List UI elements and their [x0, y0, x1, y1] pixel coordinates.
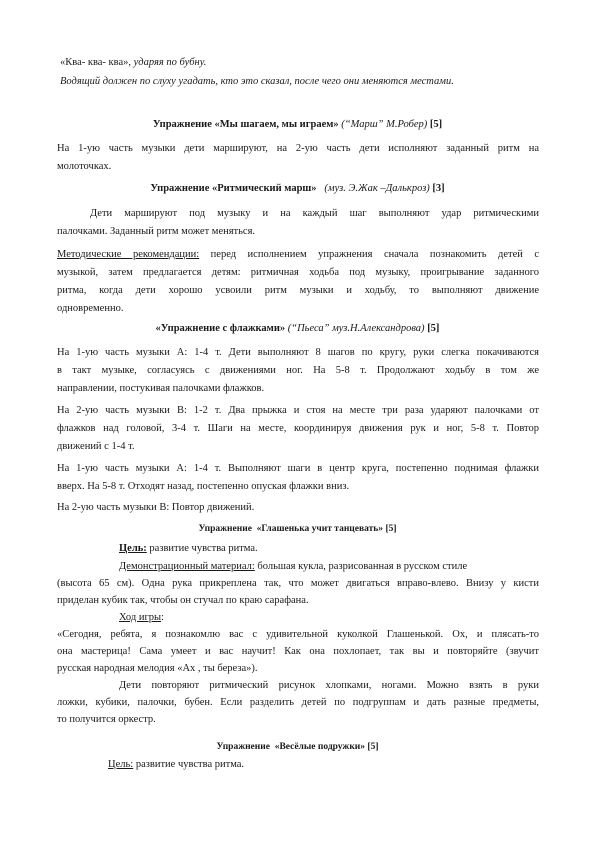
method-label: Методические рекомендации:	[57, 249, 200, 260]
exercise-2-text-line: палочками. Заданный ритм может меняться.	[57, 226, 256, 237]
goal-label: Цель:	[119, 543, 147, 554]
exercise-5-goal: Цель: развитие чувства ритма.	[108, 759, 245, 770]
exercise-3-title: «Упражнение с флажками»	[155, 323, 286, 334]
exercise-2-method-line: музыкой, затем предлагается детям: ритмичная ходьба под музыку, проигрывание заданного	[57, 267, 539, 278]
game-label: Ход игры	[119, 612, 162, 623]
exercise-4-prefix: Упражнение	[198, 524, 252, 534]
exercise-3-text-line: На 1-ую часть музыки А: 1-4 т. Дети выполняют 8 шагов по кругу, руки слегка покачиваются	[57, 347, 539, 358]
exercise-1-heading	[0, 118, 595, 131]
exercise-4-ref: [5]	[385, 524, 397, 534]
exercise-4-material-line: приделан кубик так, чтобы он стучал по краю сарафана.	[57, 595, 309, 606]
intro-line-1	[60, 56, 206, 69]
exercise-4-game-line: «Сегодня, ребята, я познакомлю вас с удивительной куколкой Глашенькой. Ох, и плясать-то	[57, 629, 539, 640]
exercise-1-ref: [5]	[429, 119, 443, 130]
exercise-1-text-line: молоточках.	[57, 161, 112, 172]
exercise-2-music: (муз. Э.Жак –Далькроз)	[324, 183, 430, 194]
exercise-4-material-line: Демонстрационный материал: большая кукла, разрисованная в русском стиле	[119, 561, 468, 572]
exercise-3-text-line: На 2-ую часть музыки В: Повтор движений.	[57, 502, 255, 513]
exercise-2-method-line: ритма, когда дети хорошо усвоили ритм музыки и ходьбу, то выполняют движение	[57, 285, 539, 296]
intro-remark: ударяя по бубну.	[133, 57, 207, 68]
goal-label: Цель:	[108, 759, 134, 770]
exercise-3-text-line: движений с 1-4 т.	[57, 441, 135, 452]
exercise-3-ref: [5]	[427, 323, 440, 334]
exercise-4-title: «Глашенька учит танцевать»	[256, 524, 384, 534]
exercise-2-text-line: Дети маршируют под музыку и на каждый шаг выполняют удар ритмическими	[90, 208, 539, 219]
exercise-2-method-line: одновременно.	[57, 303, 124, 314]
intro-line-2: Водящий должен по слуху угадать, кто это сказал, после чего они меняются местами.	[60, 76, 454, 87]
exercise-4-game-label: Ход игры:	[119, 612, 164, 623]
exercise-4-material-line: (высота 65 см). Одна рука прикреплена так, что может двигаться вправо-влево. Внизу у кисти	[57, 578, 539, 589]
exercise-4-kids-line: Дети повторяют ритмический рисунок хлопками, ногами. Можно взять в руки	[119, 680, 539, 691]
exercise-3-text-line: вверх. На 5-8 т. Отходят назад, постепенно опуская флажки вниз.	[57, 481, 350, 492]
intro-quote: «Ква- ква- ква»,	[60, 57, 134, 68]
exercise-2-method-line: Методические рекомендации: перед исполнением упражнения сначала познакомить детей с	[57, 249, 539, 260]
exercise-3-text-line: в такт музыке, согласуясь с движениями ног. На 5-8 т. Продолжают ходьбу в том же	[57, 365, 539, 376]
exercise-4-heading	[0, 523, 595, 536]
exercise-2-heading	[0, 182, 595, 195]
exercise-3-text-line: направлении, постукивая палочками флажков.	[57, 383, 265, 394]
exercise-4-kids-line: ложки, кубики, палочки, бубен. Если разделить детей по подгруппам и дать разные предметы,	[57, 697, 539, 708]
exercise-2-ref: [3]	[432, 183, 445, 194]
exercise-3-text-line: На 2-ую часть музыки В: 1-2 т. Два прыжка и стоя на месте три раза ударяют палочками от	[57, 405, 539, 416]
exercise-2-title: Упражнение «Ритмический марш»	[150, 183, 317, 194]
exercise-4-kids-line: то получится оркестр.	[57, 714, 156, 725]
exercise-5-heading	[0, 741, 595, 754]
material-label: Демонстрационный материал:	[119, 561, 255, 572]
exercise-1-title: Упражнение «Мы шагаем, мы играем»	[152, 119, 339, 130]
exercise-1-music: (“Марш” М.Робер)	[341, 119, 428, 130]
exercise-4-goal: Цель: развитие чувства ритма.	[119, 543, 258, 554]
exercise-4-game-line: русская народная мелодия «Ах , ты береза»).	[57, 663, 258, 674]
exercise-1-text-line: На 1-ую часть музыки дети маршируют, на 2-ую часть дети исполняют заданный ритм на	[57, 143, 539, 154]
exercise-5-ref: [5]	[367, 742, 379, 752]
exercise-5-title: «Весёлые подружки»	[274, 742, 366, 752]
exercise-3-text-line: флажков над головой, 3-4 т. Шаги на месте, координируя движения рук и ног, 5-8 т. Повтор	[57, 423, 539, 434]
exercise-3-music: (“Пьеса” муз.Н.Александрова)	[287, 323, 425, 334]
exercise-3-text-line: На 1-ую часть музыки А: 1-4 т. Выполняют шаги в центр круга, постепенно поднимая флажки	[57, 463, 539, 474]
exercise-5-prefix: Упражнение	[216, 742, 270, 752]
exercise-4-game-line: она мастерица! Сама умеет и вас научит! Как она похлопает, так вы и повторяйте (звучит	[57, 646, 539, 657]
exercise-3-heading	[0, 322, 595, 335]
